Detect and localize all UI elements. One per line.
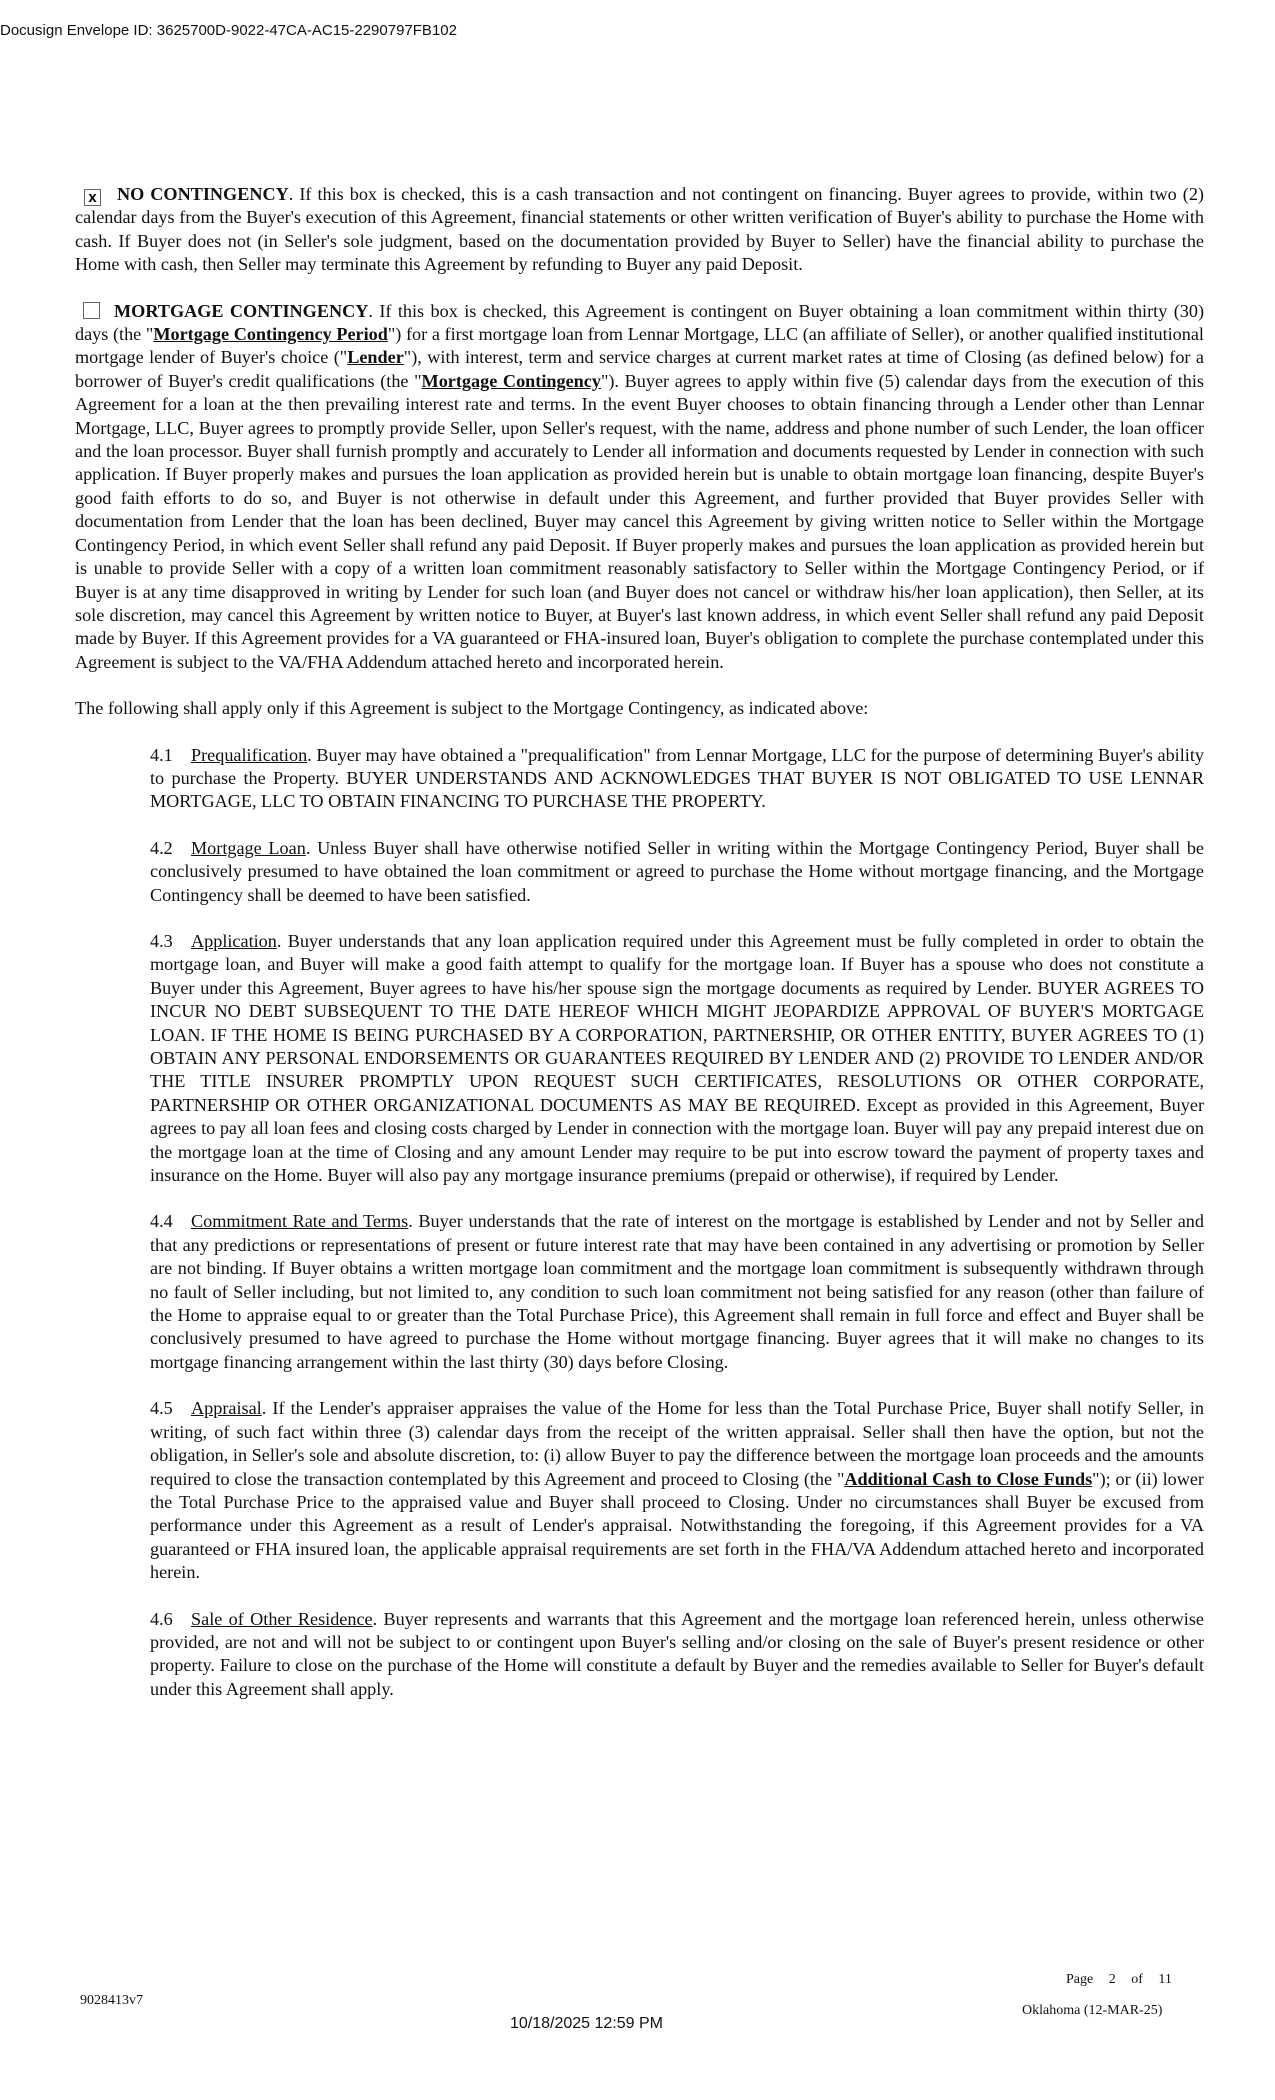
defined-term-lender: Lender [347,347,404,368]
document-version-id: 9028413v7 [80,1993,143,2008]
page-total: 11 [1158,1972,1172,1987]
section-text: . Buyer understands that any loan application required under this Agreement must be fully completed in order to obtain the mortgage loan, and Buyer will make a good faith attempt to qualify for the mortgage loan. If Buyer has a spouse who does not constitute a Buyer under this Agreement, Buyer agrees to have his/her spouse sign the mortgage documents as required by Lender. BUYER AGREES TO INCUR NO DEBT SUBSEQUENT TO THE DATE HEREOF WHICH MIGHT JEOPARDIZE APPROVAL OF BUYER'S MORTGAGE LOAN. IF THE HOME IS BEING PURCHASED BY A CORPORATION, PARTNERSHIP, OR OTHER ENTITY, BUYER AGREES TO (1) OBTAIN ANY PERSONAL ENDORSEMENTS OR GUARANTEES REQUIRED BY LENDER AND (2) PROVIDE TO LENDER AND/OR THE TITLE INSURER PROMPTLY UPON REQUEST SUCH CERTIFICATES, RESOLUTIONS OR OTHER CORPORATE, PARTNERSHIP OR OTHER ORGANIZATIONAL DOCUMENTS AS MAY BE REQUIRED. Except as provided in this Agreement, Buyer agrees to pay all loan fees and closing costs charged by Lender in connection with the mortgage loan. Buyer will pay any prepaid interest due on the mortgage loan at the time of Closing and any amount Lender may require to be put into escrow toward the payment of property taxes and insurance on the Home. Buyer will also pay any mortgage insurance premiums (prepaid or otherwise), if required by Lender. [150,930,1204,1186]
mortgage-contingency-checkbox[interactable] [83,302,100,319]
page-number: 2 [1108,1972,1116,1987]
section-number: 4.6 [150,1608,173,1629]
defined-term-mortgage-contingency: Mortgage Contingency [421,370,601,391]
mortgage-contingency-text-4: "). Buyer agrees to apply within five (5) calendar days from the execution of this Agreement for a loan at the then prevailing interest rate and terms. In the event Buyer chooses to obtain financing through a Lender other than Lennar Mortgage, LLC, Buyer agrees to promptly provide Seller, upon Seller's request, with the name, address and phone number of such Lender, the loan officer and the loan processor. Buyer shall furnish promptly and accurately to Lender all information and documents requested by Lender in connection with such application. If Buyer properly makes and pursues the loan application as provided herein but is unable to obtain mortgage loan financing, despite Buyer's good faith efforts to do so, and Buyer is not otherwise in default under this Agreement, and further provided that Buyer provides Seller with documentation from Lender that the loan has been declined, Buyer may cancel this Agreement by giving written notice to Seller within the Mortgage Contingency Period, in which event Seller shall refund any paid Deposit. If Buyer properly makes and pursues the loan application as provided herein but is unable to provide Seller with a copy of a written loan commitment reasonably satisfactory to Seller within the Mortgage Contingency Period, or if Buyer is at any time disapproved in writing by Lender for such loan (and Buyer does not cancel or withdraw his/her loan application), then Seller, at its sole discretion, may cancel this Agreement by written notice to Buyer, at Buyer's last known address, in which event Seller shall refund any paid Deposit made by Buyer. If this Agreement provides for a VA guaranteed or FHA-insured loan, Buyer's obligation to complete the purchase contemplated under this Agreement is subject to the VA/FHA Addendum attached hereto and incorporated herein. [75,370,1204,672]
page-indicator [1066,1972,1172,1988]
mortgage-contingency-text-3: "), with interest, term and service charges at current market rates at time of Closing (as defined below) for a borrower of Buyer's credit qualifications (the " [75,347,1204,391]
section-4-6 [150,1608,1204,1702]
section-text: . Unless Buyer shall have otherwise notified Seller in writing within the Mortgage Contingency Period, Buyer shall be conclusively presumed to have obtained the loan commitment or agreed to purchase the Home without mortgage financing, and the Mortgage Contingency shall be deemed to have been satisfied. [150,837,1205,905]
section-heading: Prequalification [191,744,308,765]
page-label: Page [1066,1972,1094,1987]
section-number: 4.1 [150,744,173,765]
section-text: . Buyer understands that the rate of interest on the mortgage is established by Lender and not by Seller and that any predictions or representations of present or future interest rate that may have been contained in any advertising or promotion by Seller are not binding. If Buyer obtains a written mortgage loan commitment and the mortgage loan commitment is subsequently withdrawn through no fault of Seller including, but not limited to, any condition to such loan commitment not being satisfied for any reason (other than failure of the Home to appraise equal to or greater than the Total Purchase Price), this Agreement shall remain in full force and effect and Buyer shall be conclusively presumed to have agreed to purchase the Home without mortgage financing. Buyer agrees that it will make no changes to its mortgage financing arrangement within the last thirty (30) days before Closing. [150,1211,1204,1372]
no-contingency-paragraph [75,183,1204,277]
envelope-id: Docusign Envelope ID: 3625700D-9022-47CA-AC15-2290797FB102 [0,22,457,39]
no-contingency-title: NO CONTINGENCY [117,184,289,204]
mortgage-contingency-title: MORTGAGE CONTINGENCY [114,300,369,321]
defined-term-additional-cash: Additional Cash to Close Funds [844,1468,1093,1489]
section-heading: Appraisal [191,1398,262,1419]
section-text: . If the Lender's appraiser appraises the value of the Home for less than the Total Purchase Price, Buyer shall notify Seller, in writing, of such fact within three (3) calendar days from the receipt of the written appraisal. Seller shall then have the option, but not the obligation, in Seller's sole and absolute discretion, to: (i) allow Buyer to pay the difference between the mortgage loan proceeds and the amounts required to close the transaction contemplated by this Agreement and proceed to Closing (the " [150,1398,1204,1489]
section-text-continued: "); or (ii) lower the Total Purchase Price to the appraised value and Buyer shall proceed to Closing. Under no circumstances shall Buyer be excused from performance under this Agreement as a result of Lender's appraisal. Notwithstanding the foregoing, if this Agreement provides for a VA guaranteed or FHA insured loan, the applicable appraisal requirements are set forth in the FHA/VA Addendum attached hereto and incorporated herein. [150,1468,1204,1583]
section-text: . Buyer represents and warrants that this Agreement and the mortgage loan referenced herein, unless otherwise provided, are not and will not be subject to or contingent upon Buyer's selling and/or closing on the sale of Buyer's present residence or other property. Failure to close on the purchase of the Home will constitute a default by Buyer and the remedies available to Seller for Buyer's default under this Agreement shall apply. [150,1608,1204,1699]
section-heading: Application [191,930,277,951]
no-contingency-checkbox[interactable]: x [84,189,101,206]
document-body [75,183,1204,1701]
section-heading: Commitment Rate and Terms [191,1211,409,1232]
form-state-version: Oklahoma (12-MAR-25) [1022,2003,1163,2018]
section-4-1 [150,744,1204,814]
mortgage-contingency-text-2: ") for a first mortgage loan from Lennar Mortgage, LLC (an affiliate of Seller), or another qualified institutional mortgage lender of Buyer's choice (" [75,324,1204,368]
section-4-4 [150,1210,1204,1374]
signature-timestamp: 10/18/2025 12:59 PM [510,2015,664,2032]
section-number: 4.2 [150,837,173,858]
section-number: 4.3 [150,930,173,951]
section-heading: Sale of Other Residence [191,1608,373,1629]
mortgage-intro: The following shall apply only if this Agreement is subject to the Mortgage Contingency, as indicated above: [75,698,869,719]
section-4-5 [150,1397,1204,1584]
section-number: 4.4 [150,1211,173,1232]
no-contingency-text: . If this box is checked, this is a cash transaction and not contingent on financing. Buyer agrees to provide, within two (2) calendar days from the Buyer's execution of this Agreement, financial statements or other written verification of Buyer's ability to purchase the Home with cash. If Buyer does not (in Seller's sole judgment, based on the documentation provided by Buyer to Seller) have the financial ability to purchase the Home with cash, then Seller may terminate this Agreement by refunding to Buyer any paid Deposit. [75,184,1204,275]
section-heading: Mortgage Loan [191,837,306,858]
mortgage-contingency-paragraph [75,300,1204,675]
section-4-3 [150,930,1204,1187]
defined-term-mortgage-contingency-period: Mortgage Contingency Period [153,324,388,345]
section-number: 4.5 [150,1398,173,1419]
section-4-2 [150,837,1204,907]
page-of-label: of [1131,1972,1143,1987]
section-text: . Buyer may have obtained a "prequalification" from Lennar Mortgage, LLC for the purpose of determining Buyer's ability to purchase the Property. BUYER UNDERSTANDS AND ACKNOWLEDGES THAT BUYER IS NOT OBLIGATED TO USE LENNAR MORTGAGE, LLC TO OBTAIN FINANCING TO PURCHASE THE PROPERTY. [150,744,1204,812]
mortgage-contingency-text-1: . If this box is checked, this Agreement is contingent on Buyer obtaining a loan commitment within thirty (30) days (the " [75,300,1205,345]
